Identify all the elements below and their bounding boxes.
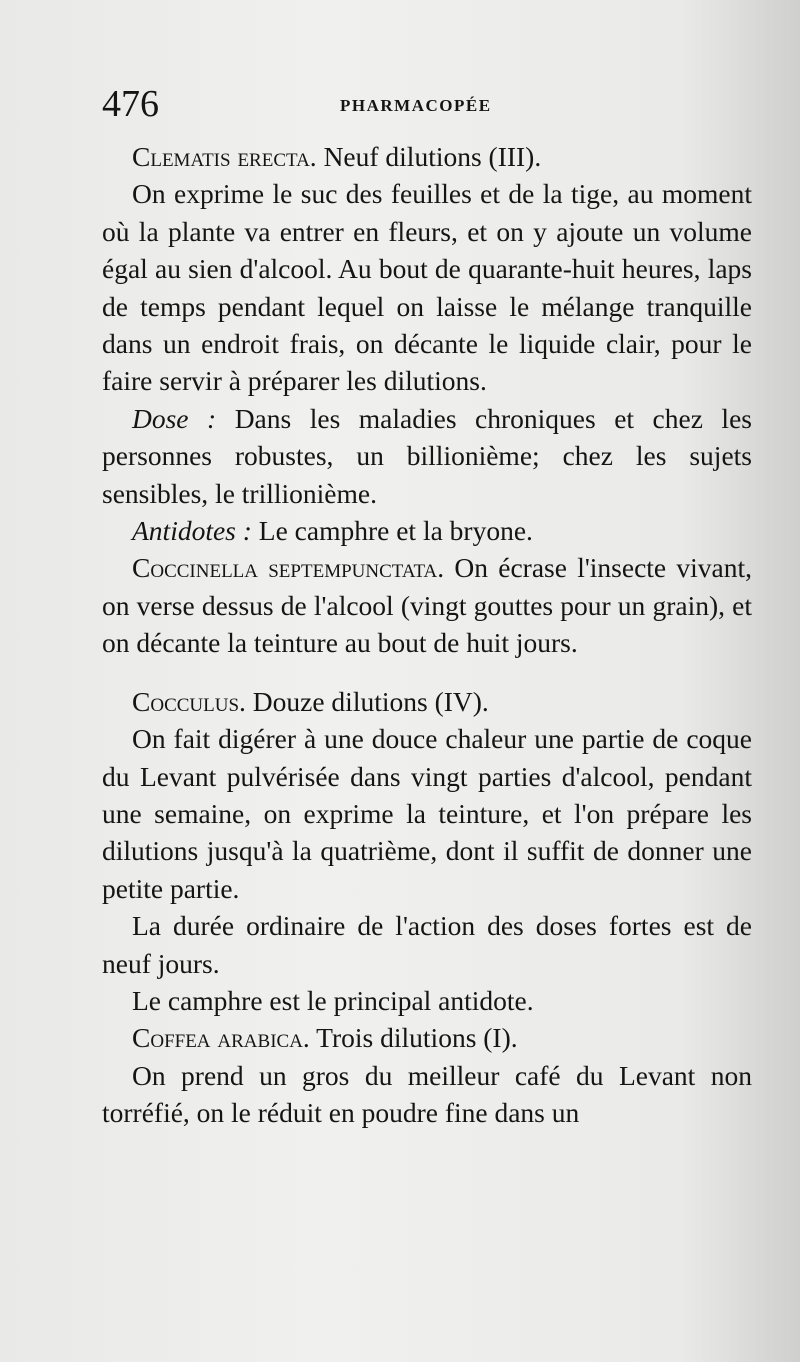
running-head: PHARMACOPÉE — [340, 96, 492, 115]
page-number: 476 — [102, 83, 159, 125]
body-paragraph: La durée ordinaire de l'action des doses fortes est de neuf jours. — [102, 910, 752, 979]
entry-name: Coccinella septempunctata. — [132, 552, 445, 584]
entry-name: Coffea arabica. — [132, 1022, 310, 1054]
body-paragraph: On exprime le suc des feuilles et de la tige, au moment où la plante va entrer en fleurs, et on y ajoute un volume égal au sien d'alcool. Au bout de quarante-huit heures, laps de temps pendant lequel on laisse le mélange tranquille dans un endroit frais, on décante le liquide clair, pour le faire servir à préparer les dilutions. — [102, 178, 752, 397]
entry-name: Cocculus. — [132, 685, 246, 717]
body-paragraph: Le camphre est le principal antidote. — [132, 984, 534, 1016]
entry-heading-text: On écrase l'insecte vivant, on verse dessus de l'alcool (vingt gouttes pour un grain), et on décante la teinture au bout de huit jours. — [102, 552, 752, 659]
entry-heading-text: Neuf dilutions (III). — [316, 141, 542, 172]
entry-heading-text: Douze dilutions (IV). — [245, 685, 489, 717]
body-paragraph: On fait digérer à une douce chaleur une partie de coque du Levant pulvérisée dans vingt parties d'alcool, pendant une semaine, on exprime la teinture, et l'on prépare les dilutions jusqu'à la quatrième, dont il suffit de donner une petite partie. — [102, 723, 752, 904]
antidotes-paragraph — [102, 512, 752, 549]
antidotes-text: Le camphre et la bryone. — [251, 515, 533, 547]
entry-heading-coccinella — [102, 549, 752, 661]
page-body — [102, 138, 752, 1132]
body-paragraph: On prend un gros du meilleur café du Levant non torréfié, on le réduit en poudre fine dans un — [102, 1059, 752, 1129]
dose-text: Dans les maladies chroniques et chez les personnes robustes, un billionième; chez les sujets sensibles, le trillionième. — [102, 402, 752, 509]
entry-heading-text: Trois dilutions (I). — [309, 1022, 518, 1054]
entry-heading-cocculus — [102, 683, 752, 720]
entry-heading-clematis — [102, 138, 752, 175]
entry-heading-coffea — [102, 1019, 752, 1056]
dose-label: Dose : — [132, 402, 217, 434]
entry-name: Clematis erecta. — [132, 141, 317, 172]
dose-paragraph — [102, 400, 752, 512]
page-header — [102, 84, 742, 128]
antidotes-label: Antidotes : — [132, 515, 252, 547]
